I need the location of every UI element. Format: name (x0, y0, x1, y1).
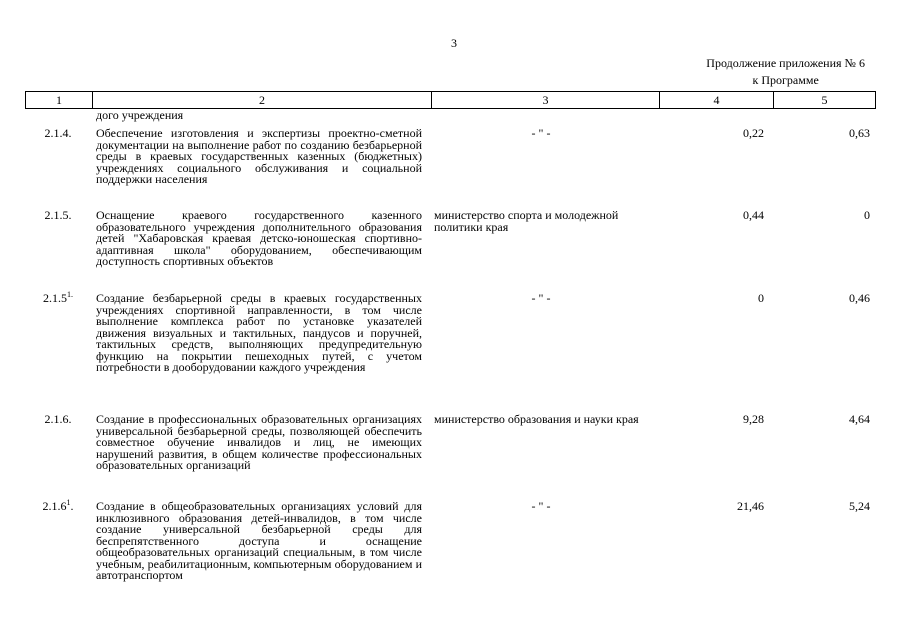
row-description: Оснащение краевого государственного казенного образовательного учреждения дополнительного образования детей "Хабаровская краевая детско-юношеская спортивно-адаптивная школа" оборудованием, обеспечивающим доступность спортивных объектов (96, 208, 422, 268)
row-value-col5: 0,63 (849, 126, 870, 140)
row-number: 2.1.4. (44, 126, 72, 140)
row-number: 2.1.6. (44, 412, 72, 426)
row-executor: - " - (531, 291, 551, 305)
row-number-sup: 1. (67, 290, 73, 299)
row-number: $2.1.5^{1.}$ (43, 290, 73, 305)
row-description: Создание в общеобразовательных организациях условий для инклюзивного образования детей-инвалидов, в том числе создание универсальной безбарьерной среды для беспрепятственного доступа и оснащение общеобразовательных организаций специальным, в том числе учебным, реабилитационным, компьютерным оборудованием и автотранспортом (96, 499, 422, 582)
row-number-sup: 1 (66, 498, 71, 507)
row-value-col4: 21,46 (737, 499, 764, 513)
row-number: 2.1.5. (44, 208, 72, 222)
row-value-col5: 4,64 (849, 412, 870, 426)
continuation-line-2: к Программе (752, 73, 819, 87)
carryover-text: дого учреждения (96, 108, 184, 122)
row-executor: - " - (531, 499, 551, 513)
row-executor: министерство образования и науки края (434, 412, 639, 426)
continuation-line-1: Продолжение приложения № 6 (706, 56, 865, 70)
row-description: Создание в профессиональных образовательных организациях универсальной безбарьерной среды, позволяющей обеспечить совместное обучение инвалидов и лиц, не имеющих нарушений развития, в общем количестве профессиональных образовательных организаций (96, 412, 422, 472)
header-col-4: 4 (659, 92, 773, 108)
row-value-col5: 5,24 (849, 499, 870, 513)
row-value-col5: 0 (864, 208, 870, 222)
header-col-1: 1 (56, 93, 62, 107)
row-number: 2.1.6$^1$. (42, 498, 74, 513)
row-value-col4: 0,22 (743, 126, 764, 140)
row-value-col4: 9,28 (743, 412, 764, 426)
header-col-5: 5 (773, 92, 875, 108)
row-description: Создание безбарьерной среды в краевых государственных учреждениях спортивной направленности, в том числе выполнение комплекса работ по установке указателей движения визуальных и тактильных, пандусов и поручней, тактильных средств, выполняющих предупредительную функцию на покрытии пешеходных путей, с учетом потребности в дооборудовании каждого учреждения (96, 291, 422, 374)
row-executor: министерство спорта и молодежной политики края (434, 208, 619, 234)
table-header (25, 91, 876, 109)
row-executor: - " - (531, 126, 551, 140)
row-value-col4: 0 (758, 291, 764, 305)
row-value-col5: 0,46 (849, 291, 870, 305)
row-description: Обеспечение изготовления и экспертизы проектно-сметной документации на выполнение работ по созданию безбарьерной среды в краевых государственных казенных (бюджетных) учреждениях социального обслуживания и социальной поддержки населения (96, 126, 422, 186)
header-col-3: 3 (431, 92, 659, 108)
continuation-note (706, 55, 865, 89)
row-value-col4: 0,44 (743, 208, 764, 222)
header-col-2: 2 (92, 92, 431, 108)
page-number: 3 (451, 36, 457, 50)
